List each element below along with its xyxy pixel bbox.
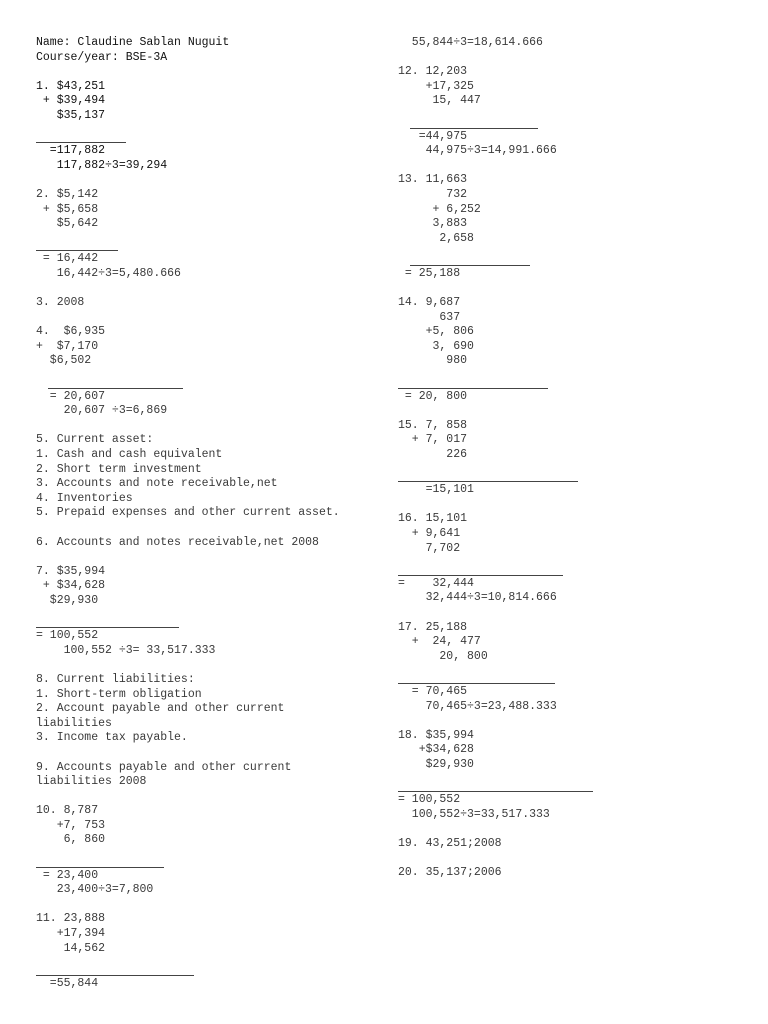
answer-line: 3,883 bbox=[398, 217, 468, 231]
sum-rule bbox=[398, 481, 578, 482]
sum-rule bbox=[398, 683, 555, 684]
spacer bbox=[36, 124, 386, 139]
answer-line: 2. $5,142 bbox=[36, 187, 99, 201]
course-year: Course/year: BSE-3A bbox=[36, 50, 168, 64]
answer-line: 11. 23,888 bbox=[36, 912, 106, 926]
answer-line: 20,607 ÷3=6,869 bbox=[36, 404, 168, 418]
answer-line: 10. 8,787 bbox=[36, 804, 99, 818]
answer-line: 980 bbox=[398, 354, 468, 368]
answer-line: =117,882 bbox=[36, 144, 106, 158]
sum-rule bbox=[398, 388, 548, 389]
spacer bbox=[398, 159, 738, 174]
sum-rule bbox=[36, 975, 194, 976]
answer-line: 6, 860 bbox=[36, 833, 106, 847]
spacer bbox=[36, 550, 386, 565]
spacer bbox=[36, 419, 386, 434]
sum-rule bbox=[36, 867, 164, 868]
answer-line: $29,930 bbox=[36, 593, 99, 607]
answer-line: 3. Income tax payable. bbox=[36, 731, 188, 745]
answer-line: +17,394 bbox=[36, 927, 106, 941]
answer-line: + $7,170 bbox=[36, 339, 99, 353]
sum-rule bbox=[398, 791, 593, 792]
spacer bbox=[36, 790, 386, 805]
spacer bbox=[36, 746, 386, 761]
answer-line: 3. Accounts and note receivable,net bbox=[36, 477, 278, 491]
spacer bbox=[398, 369, 738, 384]
answer-line: 2,658 bbox=[398, 231, 474, 245]
answer-line: $6,502 bbox=[36, 354, 92, 368]
spacer bbox=[398, 51, 738, 66]
answer-line: 100,552 ÷3= 33,517.333 bbox=[36, 643, 216, 657]
spacer bbox=[398, 556, 738, 571]
sum-rule bbox=[36, 627, 179, 628]
answer-line: + 24, 477 bbox=[398, 635, 481, 649]
answer-line: 5. Prepaid expenses and other current asset. bbox=[36, 506, 340, 520]
answer-line: 1. Short-term obligation bbox=[36, 687, 202, 701]
spacer bbox=[36, 65, 386, 80]
answer-line: 32,444÷3=10,814.666 bbox=[398, 591, 557, 605]
answer-line: 1. $43,251 bbox=[36, 79, 106, 93]
spacer bbox=[36, 898, 386, 913]
spacer bbox=[398, 463, 738, 478]
answer-line: 8. Current liabilities: bbox=[36, 672, 195, 686]
answer-line: 14,562 bbox=[36, 941, 106, 955]
answer-line: +17,325 bbox=[398, 79, 474, 93]
answer-line: 16. 15,101 bbox=[398, 512, 468, 526]
spacer bbox=[398, 404, 738, 419]
spacer bbox=[398, 851, 738, 866]
answer-line: + $5,658 bbox=[36, 202, 99, 216]
answer-line: 732 bbox=[398, 187, 468, 201]
spacer bbox=[398, 282, 738, 297]
answer-line: = 32,444 bbox=[398, 576, 474, 590]
answer-line: =55,844 bbox=[36, 976, 99, 990]
answer-line: $5,642 bbox=[36, 217, 99, 231]
spacer bbox=[36, 848, 386, 863]
answer-line: 15, 447 bbox=[398, 94, 481, 108]
answer-line: = 16,442 bbox=[36, 252, 99, 266]
student-name: Name: Claudine Sablan Nuguit bbox=[36, 36, 230, 49]
answer-line: 13. 11,663 bbox=[398, 173, 468, 187]
spacer bbox=[36, 173, 386, 188]
answer-line: 55,844÷3=18,614.666 bbox=[398, 36, 543, 49]
spacer bbox=[398, 773, 738, 788]
answer-line: 3, 690 bbox=[398, 339, 474, 353]
answer-line: 44,975÷3=14,991.666 bbox=[398, 144, 557, 158]
spacer bbox=[36, 658, 386, 673]
answer-line: +$34,628 bbox=[398, 743, 474, 757]
sum-rule bbox=[36, 250, 118, 251]
answer-line: $29,930 bbox=[398, 757, 474, 771]
answer-line: 20. 35,137;2006 bbox=[398, 866, 502, 880]
answer-line: liabilities 2008 bbox=[36, 775, 147, 789]
answer-line: = 100,552 bbox=[36, 629, 99, 643]
answer-line: 117,882÷3=39,294 bbox=[36, 158, 168, 172]
answer-line: 15. 7, 858 bbox=[398, 418, 468, 432]
sum-rule bbox=[36, 142, 126, 143]
answer-line: +7, 753 bbox=[36, 818, 106, 832]
answer-line: 70,465÷3=23,488.333 bbox=[398, 699, 557, 713]
answer-line: 100,552÷3=33,517.333 bbox=[398, 807, 550, 821]
answer-line: = 100,552 bbox=[398, 793, 461, 807]
spacer bbox=[36, 521, 386, 536]
answer-line: 4. Inventories bbox=[36, 491, 133, 505]
answer-line: = 20, 800 bbox=[398, 389, 468, 403]
answer-line: 18. $35,994 bbox=[398, 728, 474, 742]
spacer bbox=[398, 822, 738, 837]
answer-line: = 23,400 bbox=[36, 868, 99, 882]
answer-line: 20, 800 bbox=[398, 649, 488, 663]
answer-line: 2. Short term investment bbox=[36, 462, 202, 476]
answer-line: 6. Accounts and notes receivable,net 2008 bbox=[36, 535, 319, 549]
right-column bbox=[398, 36, 738, 881]
spacer bbox=[36, 311, 386, 326]
spacer bbox=[36, 232, 386, 247]
right-answers bbox=[398, 36, 738, 881]
answer-line: + 9,641 bbox=[398, 527, 461, 540]
left-answers bbox=[36, 80, 386, 992]
answer-line: 5. Current asset: bbox=[36, 433, 154, 447]
answer-line: 4. $6,935 bbox=[36, 325, 106, 339]
spacer bbox=[398, 109, 738, 124]
answer-line: = 25,188 bbox=[398, 266, 461, 280]
spacer bbox=[398, 498, 738, 513]
answer-line: liabilities bbox=[36, 716, 112, 730]
answer-line: 9. Accounts payable and other current bbox=[36, 760, 292, 774]
spacer bbox=[398, 664, 738, 679]
spacer bbox=[398, 606, 738, 621]
answer-line: + $39,494 bbox=[36, 94, 106, 108]
answer-line: = 70,465 bbox=[398, 684, 468, 698]
spacer bbox=[36, 282, 386, 297]
sum-rule bbox=[398, 575, 563, 576]
spacer bbox=[36, 956, 386, 971]
answer-line: 7. $35,994 bbox=[36, 564, 106, 578]
answer-line: + 6,252 bbox=[398, 202, 481, 216]
answer-line: 12. 12,203 bbox=[398, 65, 468, 79]
answer-line: =15,101 bbox=[398, 483, 474, 497]
answer-line: +5, 806 bbox=[398, 325, 474, 339]
answer-line: 16,442÷3=5,480.666 bbox=[36, 266, 181, 280]
answer-line: 14. 9,687 bbox=[398, 296, 461, 310]
answer-line: 17. 25,188 bbox=[398, 620, 468, 634]
answer-line: + $34,628 bbox=[36, 579, 106, 593]
sum-rule bbox=[48, 388, 183, 389]
answer-line: =44,975 bbox=[398, 129, 468, 143]
answer-line: 19. 43,251;2008 bbox=[398, 836, 502, 850]
answer-line: $35,137 bbox=[36, 108, 106, 122]
spacer bbox=[398, 714, 738, 729]
spacer bbox=[36, 369, 386, 384]
answer-line: 3. 2008 bbox=[36, 296, 85, 310]
answer-line: 2. Account payable and other current bbox=[36, 702, 285, 716]
sum-rule bbox=[410, 265, 530, 266]
spacer bbox=[36, 609, 386, 624]
answer-line: + 7, 017 bbox=[398, 433, 468, 447]
answer-line: 1. Cash and cash equivalent bbox=[36, 448, 223, 462]
sum-rule bbox=[410, 128, 538, 129]
answer-line: 23,400÷3=7,800 bbox=[36, 883, 154, 897]
left-column bbox=[36, 36, 386, 991]
answer-line: 7,702 bbox=[398, 541, 461, 555]
spacer bbox=[398, 246, 738, 261]
answer-line: = 20,607 bbox=[36, 389, 106, 403]
answer-line: 637 bbox=[398, 310, 461, 324]
answer-line: 226 bbox=[398, 448, 468, 462]
